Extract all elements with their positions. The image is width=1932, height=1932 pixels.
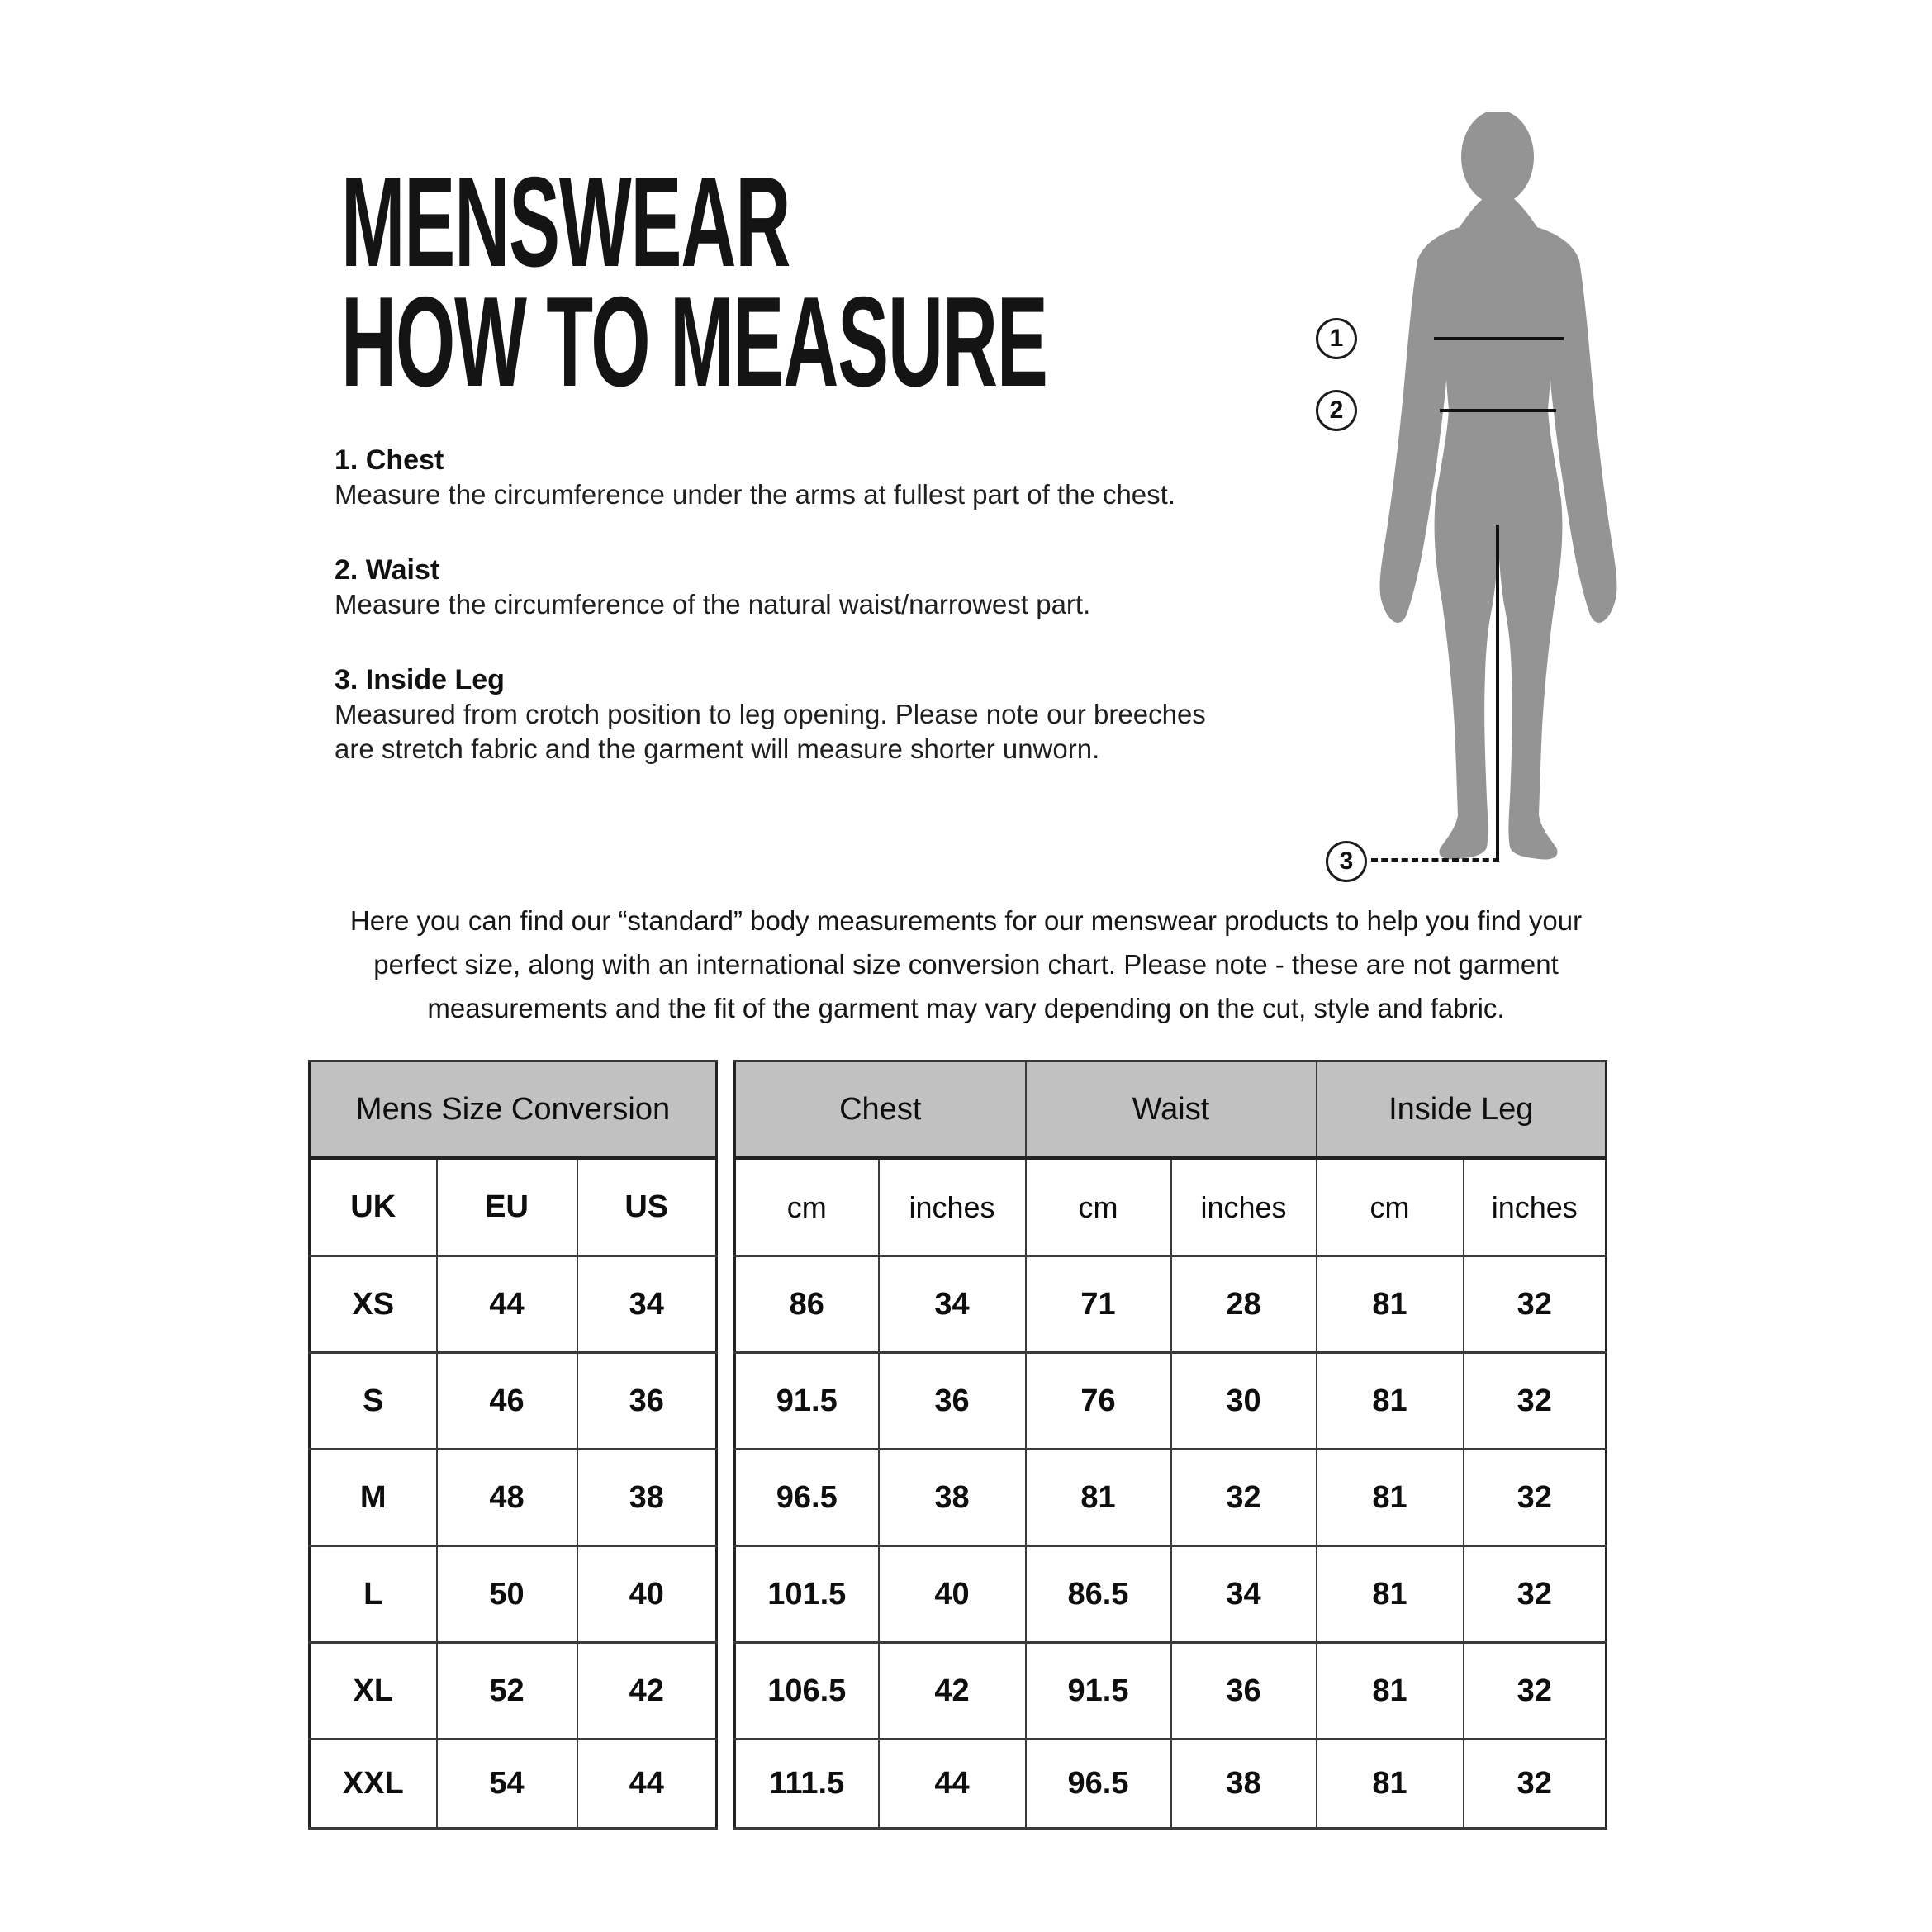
instruction-chest <box>335 443 1359 512</box>
instruction-inside-leg-text2: are stretch fabric and the garment will measure shorter unworn. <box>335 733 1100 764</box>
table-row <box>735 1643 1607 1740</box>
size-conversion-columns-row <box>310 1158 717 1256</box>
table-cell: L <box>310 1546 437 1643</box>
table-cell: 81 <box>1317 1740 1464 1829</box>
table-cell: 42 <box>879 1643 1026 1740</box>
table-cell: 34 <box>577 1256 717 1353</box>
table-cell: 32 <box>1171 1450 1317 1546</box>
unit-waist-inches: inches <box>1171 1158 1317 1256</box>
instruction-waist <box>335 553 1359 622</box>
table-row <box>735 1256 1607 1353</box>
intro-line2: perfect size, along with an international size conversion chart. Please note - these are not garment <box>373 949 1559 980</box>
table-cell: 42 <box>577 1643 717 1740</box>
table-row <box>310 1740 717 1829</box>
table-cell: 101.5 <box>735 1546 879 1643</box>
table-cell: 44 <box>577 1740 717 1829</box>
table-row <box>735 1450 1607 1546</box>
size-conversion-title: Mens Size Conversion <box>310 1061 717 1159</box>
group-chest: Chest <box>735 1061 1026 1159</box>
page-title-line2: HOW TO MEASURE <box>341 270 1047 413</box>
intro-paragraph <box>0 899 1932 1030</box>
size-conversion-table <box>308 1060 718 1830</box>
table-cell: 52 <box>437 1643 577 1740</box>
measurements-header-row <box>735 1061 1607 1159</box>
table-cell: XL <box>310 1643 437 1740</box>
table-cell: 32 <box>1464 1643 1607 1740</box>
size-conversion-body <box>310 1256 717 1829</box>
table-cell: 81 <box>1317 1256 1464 1353</box>
table-cell: 32 <box>1464 1353 1607 1450</box>
table-row <box>735 1353 1607 1450</box>
inside-leg-dashed-pointer-line <box>1371 858 1499 862</box>
table-cell: XS <box>310 1256 437 1353</box>
table-cell: 96.5 <box>735 1450 879 1546</box>
marker-2-label: 2 <box>1329 396 1344 424</box>
table-cell: 91.5 <box>735 1353 879 1450</box>
measurements-table <box>733 1060 1607 1830</box>
page-title-line1: MENSWEAR <box>341 150 790 293</box>
table-cell: 36 <box>1171 1643 1317 1740</box>
instruction-chest-heading: 1. Chest <box>335 444 444 476</box>
table-cell: 32 <box>1464 1546 1607 1643</box>
table-row <box>735 1740 1607 1829</box>
table-cell: 81 <box>1026 1450 1171 1546</box>
table-cell: 71 <box>1026 1256 1171 1353</box>
table-cell: 38 <box>879 1450 1026 1546</box>
marker-3-label: 3 <box>1339 847 1354 875</box>
marker-1-label: 1 <box>1329 325 1344 352</box>
table-cell: 81 <box>1317 1546 1464 1643</box>
table-cell: 46 <box>437 1353 577 1450</box>
marker-3-inside-leg <box>1326 841 1367 882</box>
unit-chest-inches: inches <box>879 1158 1026 1256</box>
table-cell: 34 <box>1171 1546 1317 1643</box>
table-row <box>310 1353 717 1450</box>
column-uk: UK <box>310 1158 437 1256</box>
table-row <box>310 1256 717 1353</box>
table-cell: 81 <box>1317 1450 1464 1546</box>
marker-1-chest <box>1316 318 1357 359</box>
table-cell: 86 <box>735 1256 879 1353</box>
page-title <box>341 150 1517 413</box>
instruction-inside-leg-heading: 3. Inside Leg <box>335 664 505 695</box>
table-cell: 40 <box>879 1546 1026 1643</box>
unit-insideleg-inches: inches <box>1464 1158 1607 1256</box>
intro-line3: measurements and the fit of the garment may vary depending on the cut, style and fabric. <box>427 993 1505 1023</box>
unit-waist-cm: cm <box>1026 1158 1171 1256</box>
table-cell: 91.5 <box>1026 1643 1171 1740</box>
table-cell: 86.5 <box>1026 1546 1171 1643</box>
instruction-chest-text: Measure the circumference under the arms at fullest part of the chest. <box>335 479 1175 510</box>
measurements-units-row <box>735 1158 1607 1256</box>
table-row <box>735 1546 1607 1643</box>
table-cell: 106.5 <box>735 1643 879 1740</box>
table-cell: 81 <box>1317 1643 1464 1740</box>
table-cell: 50 <box>437 1546 577 1643</box>
table-row <box>310 1643 717 1740</box>
group-inside-leg: Inside Leg <box>1317 1061 1607 1159</box>
male-silhouette-figure <box>1374 112 1622 863</box>
table-cell: 40 <box>577 1546 717 1643</box>
table-cell: 36 <box>577 1353 717 1450</box>
instruction-inside-leg <box>335 662 1359 767</box>
instruction-inside-leg-text1: Measured from crotch position to leg opening. Please note our breeches <box>335 699 1206 729</box>
instruction-waist-text: Measure the circumference of the natural waist/narrowest part. <box>335 589 1091 619</box>
table-cell: 96.5 <box>1026 1740 1171 1829</box>
table-cell: 38 <box>577 1450 717 1546</box>
table-cell: 32 <box>1464 1740 1607 1829</box>
marker-2-waist <box>1316 390 1357 431</box>
table-cell: 32 <box>1464 1450 1607 1546</box>
table-cell: S <box>310 1353 437 1450</box>
table-cell: 28 <box>1171 1256 1317 1353</box>
table-cell: 44 <box>437 1256 577 1353</box>
table-cell: XXL <box>310 1740 437 1829</box>
table-cell: M <box>310 1450 437 1546</box>
measurements-body <box>735 1256 1607 1829</box>
table-cell: 30 <box>1171 1353 1317 1450</box>
unit-insideleg-cm: cm <box>1317 1158 1464 1256</box>
table-cell: 38 <box>1171 1740 1317 1829</box>
size-conversion-header-row <box>310 1061 717 1159</box>
unit-chest-cm: cm <box>735 1158 879 1256</box>
table-cell: 32 <box>1464 1256 1607 1353</box>
table-cell: 76 <box>1026 1353 1171 1450</box>
instruction-waist-heading: 2. Waist <box>335 554 440 586</box>
table-cell: 36 <box>879 1353 1026 1450</box>
group-waist: Waist <box>1026 1061 1317 1159</box>
table-row <box>310 1450 717 1546</box>
intro-line1: Here you can find our “standard” body measurements for our menswear products to help you find your <box>349 905 1583 936</box>
column-us: US <box>577 1158 717 1256</box>
table-row <box>310 1546 717 1643</box>
table-cell: 44 <box>879 1740 1026 1829</box>
column-eu: EU <box>437 1158 577 1256</box>
table-cell: 111.5 <box>735 1740 879 1829</box>
table-cell: 54 <box>437 1740 577 1829</box>
table-cell: 34 <box>879 1256 1026 1353</box>
table-cell: 81 <box>1317 1353 1464 1450</box>
table-cell: 48 <box>437 1450 577 1546</box>
